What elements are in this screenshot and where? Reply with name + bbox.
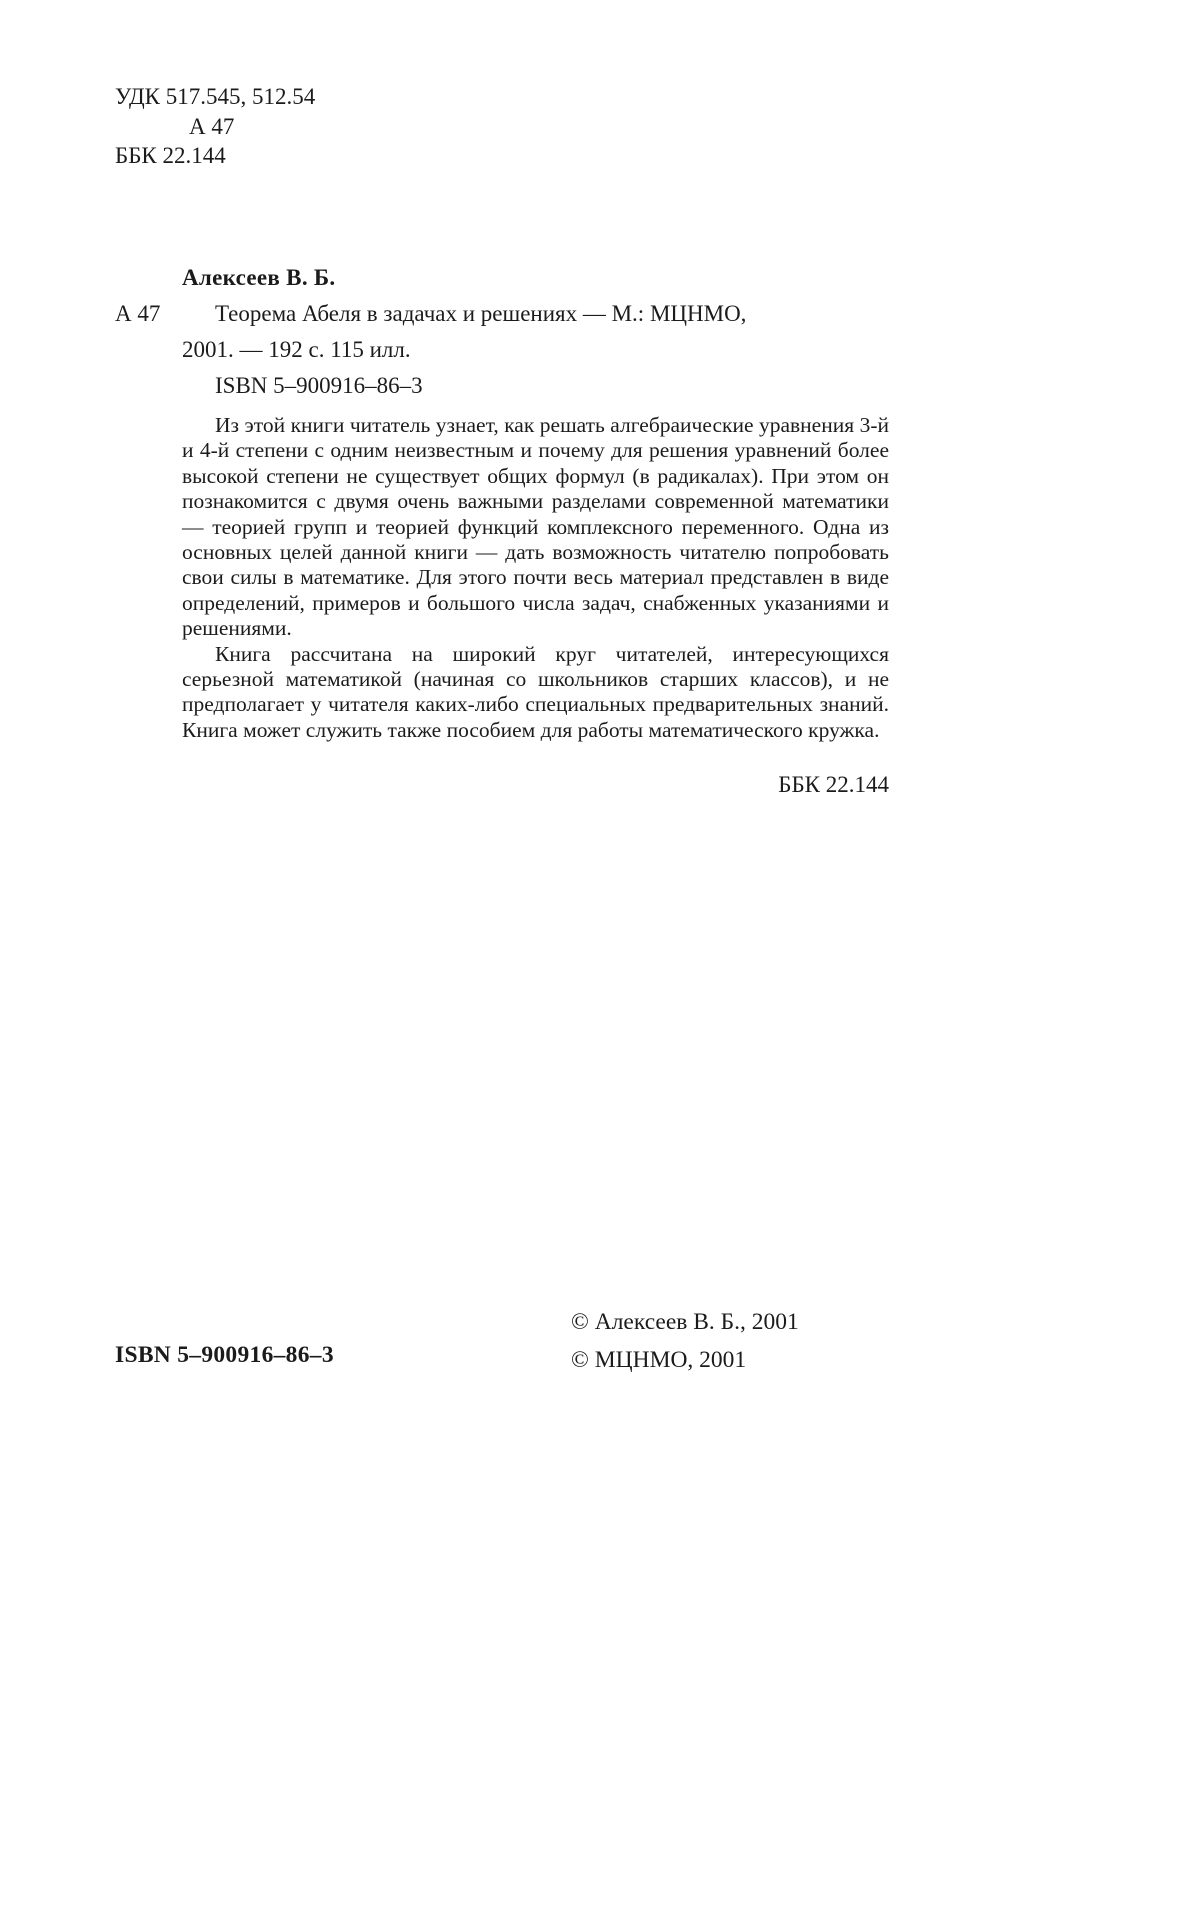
catalog-title-line-2: 2001. — 192 с. 115 илл. <box>182 337 411 362</box>
classification-block <box>115 82 315 171</box>
udk-number: УДК 517.545, 512.54 <box>115 84 316 109</box>
isbn-number: ISBN 5–900916–86–3 <box>215 373 423 398</box>
title-text-line-1: Теорема Абеля в задачах и решениях — М.: МЦНМО, <box>215 301 747 326</box>
catalog-title-line-1 <box>115 296 889 332</box>
bbk-number-bottom: ББК 22.144 <box>778 772 889 798</box>
copyright-author: © Алексеев В. Б., 2001 <box>571 1309 799 1335</box>
catalog-entry <box>115 260 889 800</box>
catalog-code-top: А 47 <box>189 113 235 139</box>
annotation-paragraph-2: Книга рассчитана на широкий круг читателей, интересующихся серьезной математикой (начиная со школьников старших классов), и не предполагает у читателя каких-либо специальных предварительных знаний. Книга может служить также пособием для работы математического кружка. <box>182 641 889 742</box>
author-name: Алексеев В. Б. <box>182 265 336 290</box>
copyright-publisher: © МЦНМО, 2001 <box>571 1346 747 1373</box>
bbk-number-top: ББК 22.144 <box>115 143 226 168</box>
catalog-code: А 47 <box>115 301 161 326</box>
annotation-paragraph-1: Из этой книги читатель узнает, как решать алгебраические уравнения 3-й и 4-й степени с одним неизвестным и почему для решения уравнений более высокой степени не существует общих формул (в радикалах). При этом он познакомится с двумя очень важными разделами современной математики — теорией групп и теорией функций комплексного переменного. Одна из основных целей данной книги — дать возможность читателю попробовать свои силы в математике. Для этого почти весь материал представлен в виде определений, примеров и большого числа задач, снабженных указаниями и решениями. <box>182 413 889 641</box>
isbn-bottom: ISBN 5–900916–86–3 <box>115 1342 334 1368</box>
copyright-block <box>571 1304 799 1379</box>
